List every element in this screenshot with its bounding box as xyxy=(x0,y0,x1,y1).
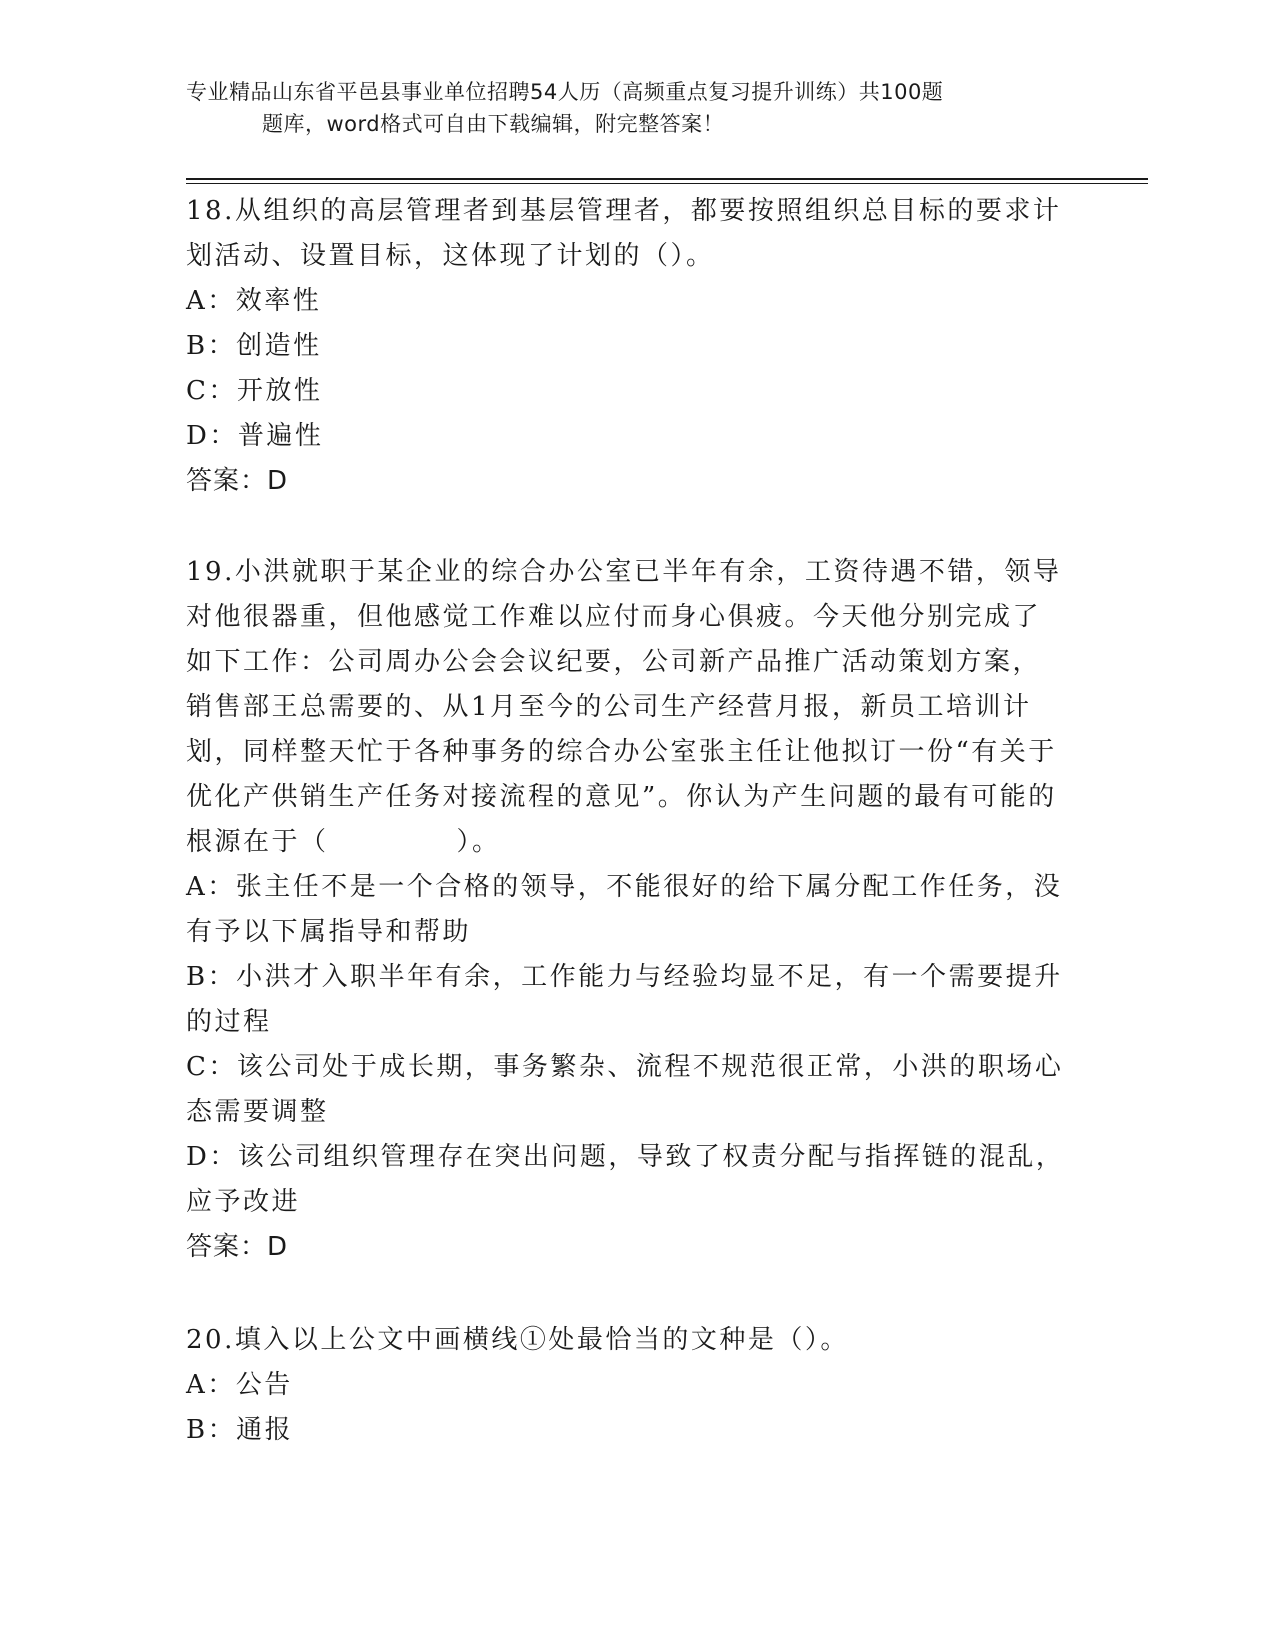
option-b: B：通报 xyxy=(186,1415,294,1445)
header-divider-thin xyxy=(186,183,1148,184)
option-d: D：该公司组织管理存在突出问题，导致了权责分配与指挥链的混乱，应予改进 xyxy=(186,1142,1065,1217)
answer: 答案：D xyxy=(186,1232,289,1262)
option-b: B：创造性 xyxy=(186,331,322,361)
header-title-line2: 题库，word格式可自由下载编辑，附完整答案！ xyxy=(262,112,725,136)
question-text: 18.从组织的高层管理者到基层管理者，都要按照组织总目标的要求计划活动、设置目标，这体现了计划的（）。 xyxy=(186,196,1062,271)
question-spacer xyxy=(186,1270,1066,1318)
question-text xyxy=(186,550,1066,865)
document-body xyxy=(186,189,1066,1453)
question-text-tail: ）。 xyxy=(456,827,501,857)
option-a: A：张主任不是一个合格的领导，不能很好的给下属分配工作任务，没有予以下属指导和帮助 xyxy=(186,872,1063,947)
question-text: 20.填入以上公文中画横线①处最恰当的文种是（）。 xyxy=(186,1325,849,1355)
document-header xyxy=(186,76,1066,140)
option-d: D：普遍性 xyxy=(186,421,324,451)
question-spacer xyxy=(186,504,1066,550)
question-18 xyxy=(186,189,1066,504)
question-19 xyxy=(186,550,1066,1270)
header-divider-thick xyxy=(186,178,1148,180)
header-title-line1: 专业精品山东省平邑县事业单位招聘54人历（高频重点复习提升训练）共100题 xyxy=(186,80,944,104)
question-20 xyxy=(186,1318,1066,1453)
answer: 答案：D xyxy=(186,466,289,496)
option-a: A：效率性 xyxy=(186,286,322,316)
option-c: C：开放性 xyxy=(186,376,323,406)
option-b: B：小洪才入职半年有余，工作能力与经验均显不足，有一个需要提升的过程 xyxy=(186,962,1063,1037)
question-text-main: 19.小洪就职于某企业的综合办公室已半年有余，工资待遇不错，领导对他很器重，但他感觉工作难以应付而身心俱疲。今天他分别完成了如下工作：公司周办公会会议纪要，公司新产品推广活动策划方案，销售部王总需要的、从1月至今的公司生产经营月报，新员工培训计划，同样整天忙于各种事务的综合办公室张主任让他拟订一份“有关于优化产供销生产任务对接流程的意见”。你认为产生问题的最有可能的根源在于（ xyxy=(186,557,1062,857)
option-c: C：该公司处于成长期，事务繁杂、流程不规范很正常，小洪的职场心态需要调整 xyxy=(186,1052,1064,1127)
option-a: A：公告 xyxy=(186,1370,293,1400)
